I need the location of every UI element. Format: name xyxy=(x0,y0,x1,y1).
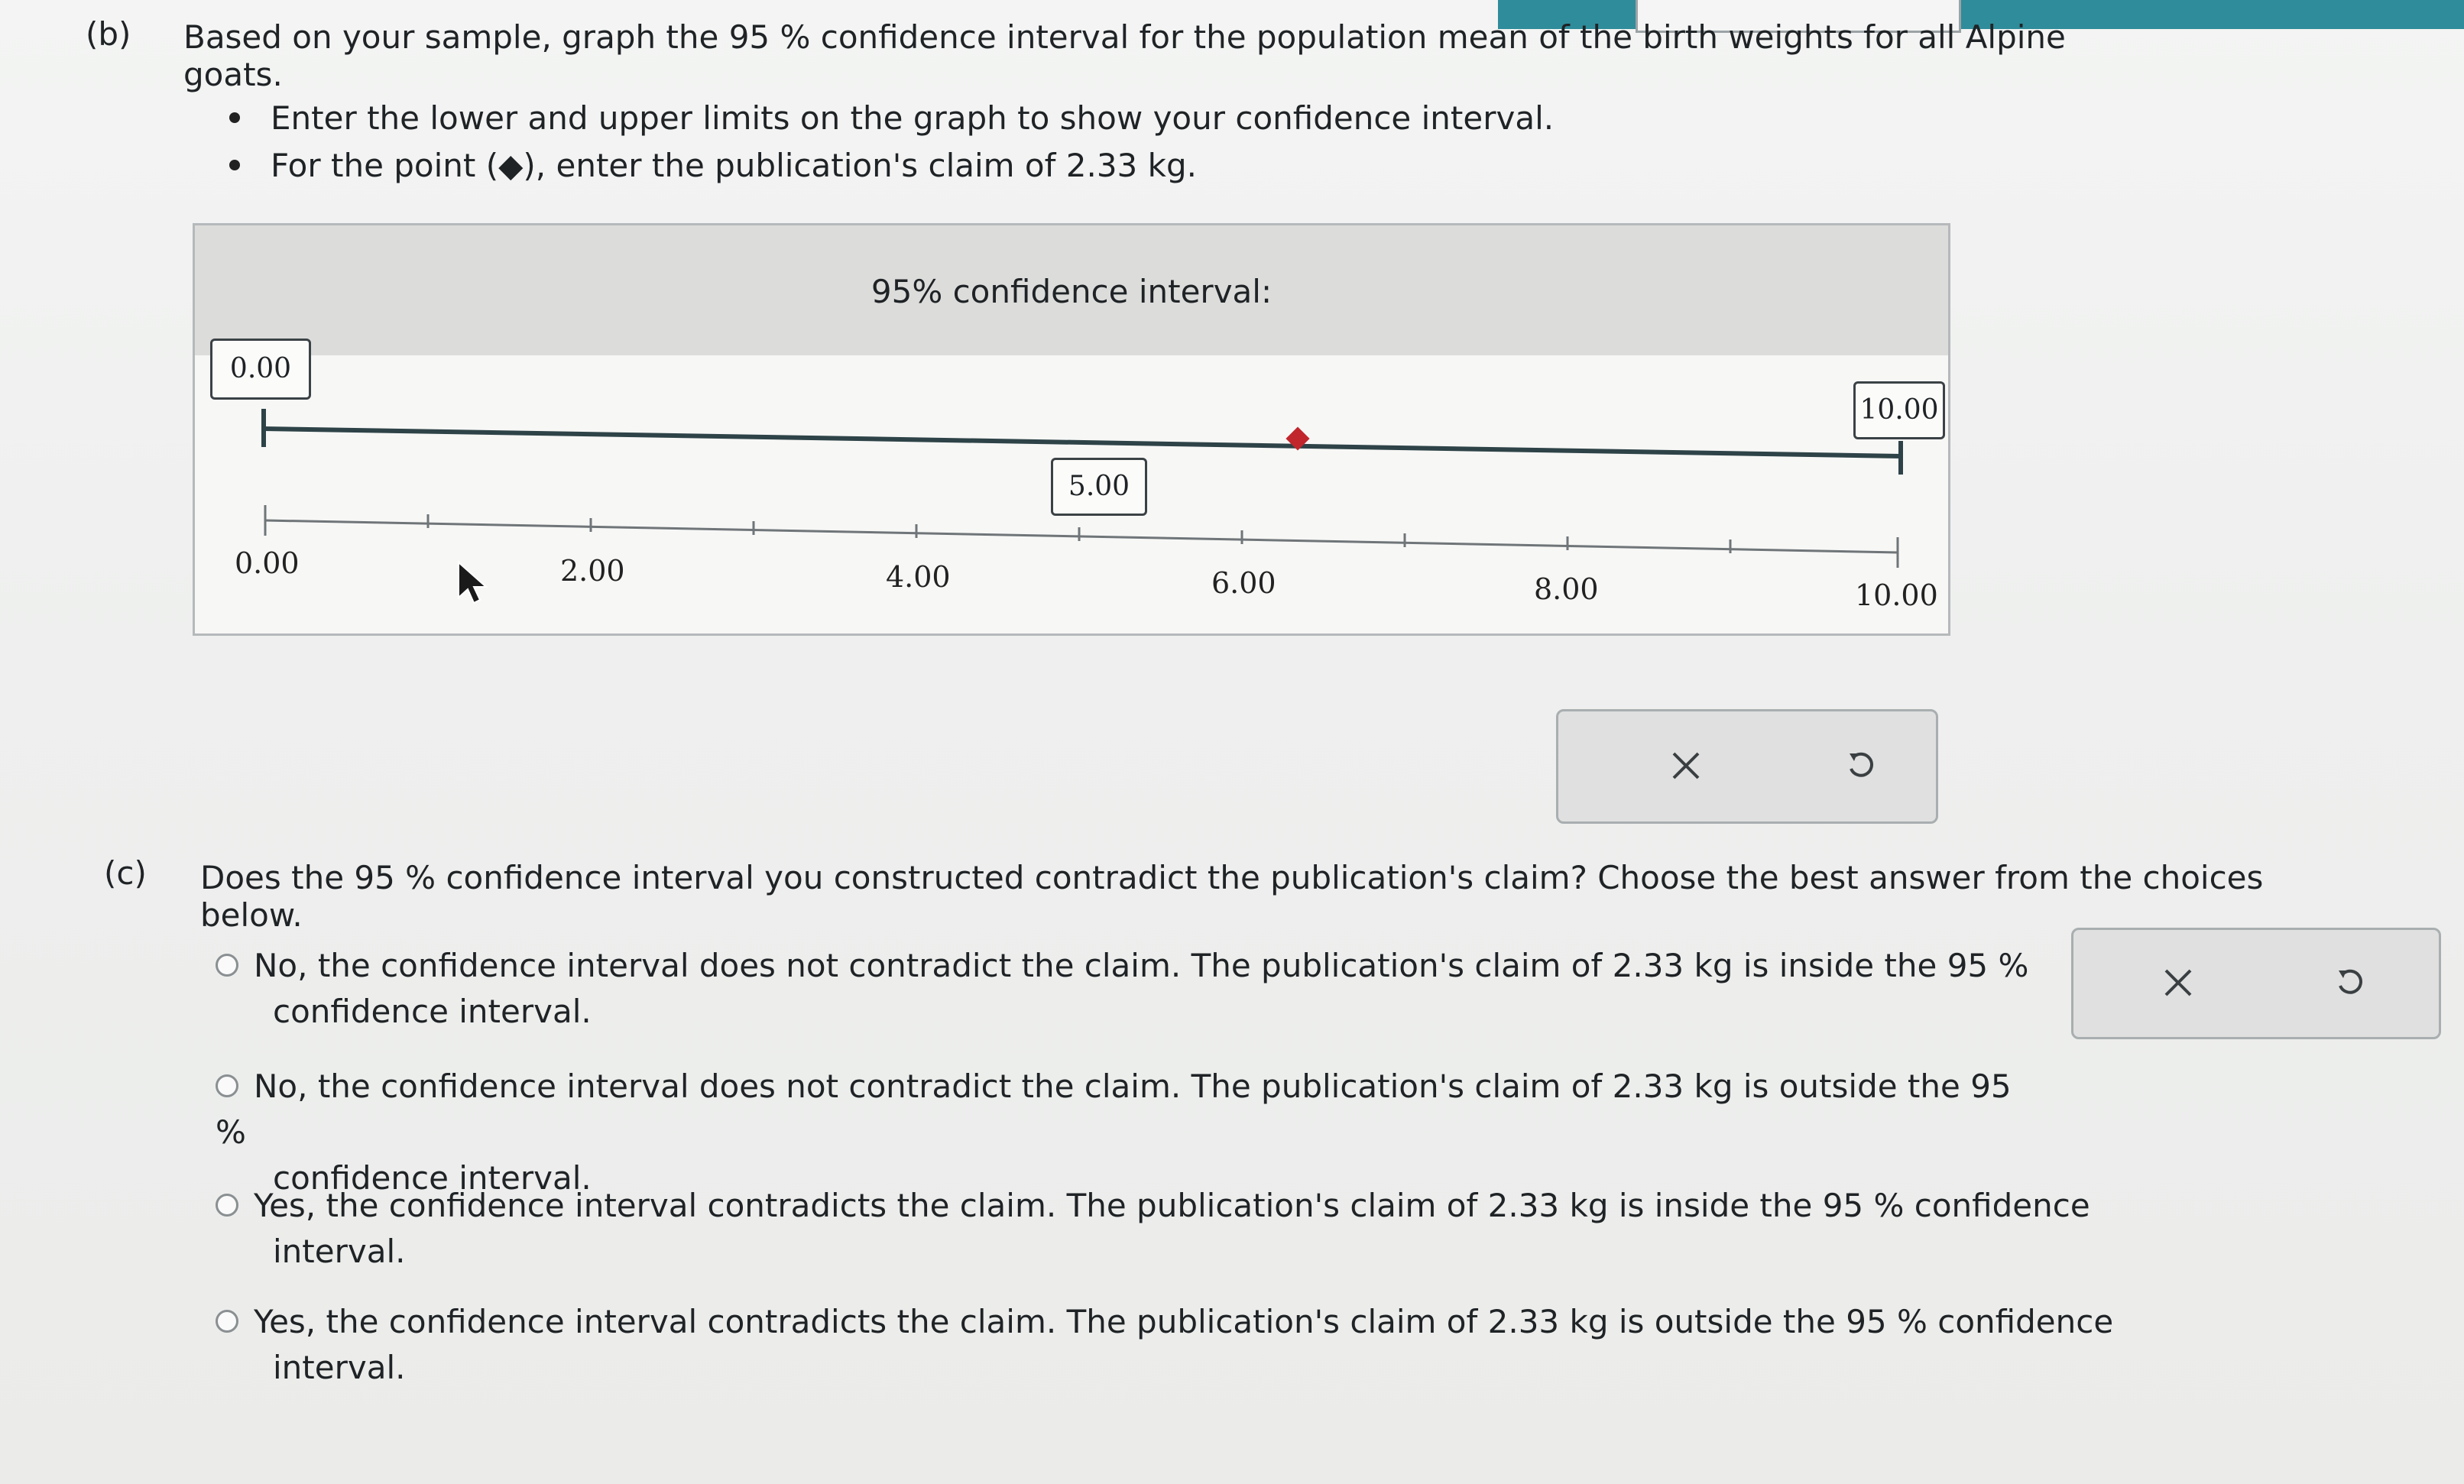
radio-button[interactable] xyxy=(216,954,238,977)
radio-button[interactable] xyxy=(216,1194,238,1217)
part-b-label: (b) xyxy=(86,15,131,53)
undo-button[interactable] xyxy=(1827,731,1896,800)
lower-limit-input[interactable]: 0.00 xyxy=(210,339,311,400)
part-c-question: Does the 95 % confidence interval you constructed contradict the publication's claim? Choose the best answer from the choices below. xyxy=(200,859,2264,934)
clear-button[interactable] xyxy=(1652,731,1720,800)
interval-line[interactable] xyxy=(264,429,1901,456)
bullet-dot xyxy=(229,112,240,123)
answer-toolbar xyxy=(2071,928,2441,1039)
choice-option-3[interactable] xyxy=(216,1183,2126,1275)
instruction-text: Enter the lower and upper limits on the graph to show your confidence interval. xyxy=(271,99,1555,137)
confidence-interval-graph xyxy=(193,223,1950,636)
claim-point-input[interactable]: 5.00 xyxy=(1051,458,1147,516)
part-c-label: (c) xyxy=(104,854,147,892)
radio-button[interactable] xyxy=(216,1074,238,1097)
part-b-question: Based on your sample, graph the 95 % confidence interval for the population mean of the birth weights for all Alpine goats. xyxy=(183,18,2066,93)
instruction-bullet-2 xyxy=(229,147,1197,184)
graph-toolbar xyxy=(1556,709,1938,824)
choice-option-4[interactable] xyxy=(216,1299,2126,1391)
axis-label-8: 8.00 xyxy=(1534,572,1599,606)
number-line-axis xyxy=(265,520,1898,552)
choice-text: interval. xyxy=(273,1349,406,1386)
close-icon xyxy=(2161,966,2195,1000)
axis-label-6: 6.00 xyxy=(1211,566,1276,600)
clear-button[interactable] xyxy=(2144,948,2213,1017)
choice-text: Yes, the confidence interval contradicts the claim. The publication's claim of 2.33 kg is outside the 95 % confidence xyxy=(254,1303,2114,1340)
choice-text: interval. xyxy=(273,1233,406,1270)
radio-button[interactable] xyxy=(216,1310,238,1333)
axis-label-4: 4.00 xyxy=(886,560,951,594)
upper-limit-input[interactable]: 10.00 xyxy=(1853,381,1945,439)
mouse-cursor-icon xyxy=(457,561,488,605)
choice-text: confidence interval. xyxy=(273,1159,592,1197)
choice-text: confidence interval. xyxy=(273,993,592,1030)
undo-icon xyxy=(2333,964,2369,1001)
axis-label-0: 0.00 xyxy=(235,546,300,580)
graph-title: 95% confidence interval: xyxy=(871,273,1273,310)
bullet-dot xyxy=(229,160,240,170)
axis-label-10: 10.00 xyxy=(1855,578,1938,612)
undo-button[interactable] xyxy=(2316,948,2385,1017)
instruction-bullet-1 xyxy=(229,99,1554,137)
choice-option-1[interactable] xyxy=(216,943,2050,1035)
close-icon xyxy=(1669,749,1703,783)
axis-label-2: 2.00 xyxy=(560,554,625,588)
instruction-text: For the point (◆), enter the publication's claim of 2.33 kg. xyxy=(271,147,1197,184)
choice-text: No, the confidence interval does not contradict the claim. The publication's claim of 2.33 kg is inside the 95 % xyxy=(254,947,2029,984)
choice-text: Yes, the confidence interval contradicts the claim. The publication's claim of 2.33 kg is inside the 95 % confidence xyxy=(254,1187,2090,1224)
choice-option-2[interactable] xyxy=(216,1064,2050,1201)
choice-text: No, the confidence interval does not contradict the claim. The publication's claim of 2.33 kg is outside the 95 % xyxy=(216,1068,2012,1151)
undo-icon xyxy=(1843,747,1880,784)
